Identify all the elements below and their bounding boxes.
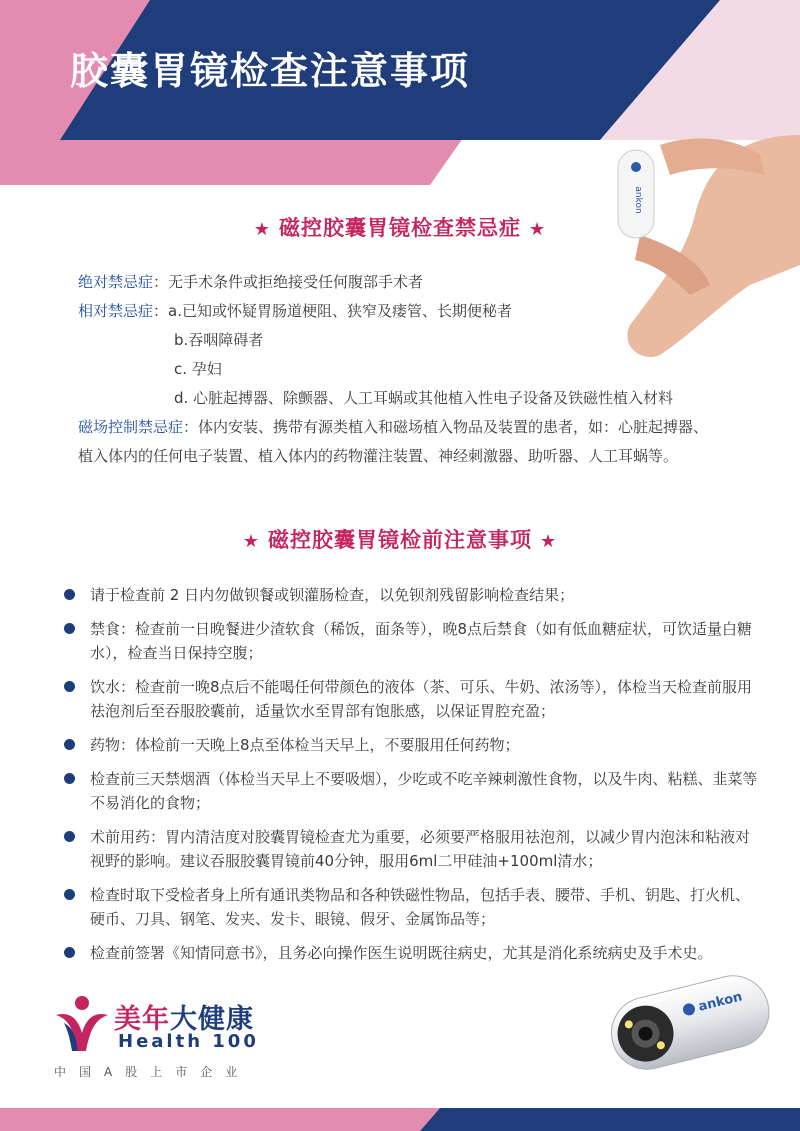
logo-tagline: 中国A股上市企业 — [54, 1065, 251, 1079]
star-icon: ★ — [540, 531, 558, 552]
bullet-icon — [64, 831, 75, 842]
bullet-icon — [64, 947, 75, 958]
list-item: 检查前签署《知情同意书》，且务必向操作医生说明既往病史，尤其是消化系统病史及手术史。 — [64, 941, 764, 965]
logo-mark-icon — [52, 993, 112, 1055]
relative-item: b.吞咽障碍者 — [174, 331, 264, 349]
bullet-icon — [64, 623, 75, 634]
list-item: 药物：体检前一天晚上8点至体检当天早上，不要服用任何药物； — [64, 733, 764, 757]
svg-text:ankon: ankon — [696, 989, 744, 1015]
contraindications-block — [78, 268, 718, 471]
bullet-icon — [64, 773, 75, 784]
capsule-product-image — [598, 962, 778, 1082]
list-item: 禁食：检查前一日晚餐进少渣软食（稀饭，面条等），晚8点后禁食（如有低血糖症状，可饮适量白糖水），检查当日保持空腹； — [64, 617, 764, 665]
contraindications-heading: ★ 磁控胶囊胃镜检查禁忌症 ★ — [253, 216, 547, 240]
list-item: 检查时取下受检者身上所有通讯类物品和各种铁磁性物品，包括手表、腰带、手机、钥匙、打火机、硬币、刀具、钢笔、发夹、发卡、眼镜、假牙、金属饰品等； — [64, 883, 764, 931]
bullet-icon — [64, 589, 75, 600]
star-icon: ★ — [529, 219, 547, 240]
magnetic-contraindication: 磁场控制禁忌症：体内安装、携带有源类植入和磁场植入物品及装置的患者，如：心脏起搏器、植入体内的任何电子装置、植入体内的药物灌注装置、神经刺激器、助听器、人工耳蜗等。 — [78, 418, 709, 465]
precautions-heading: ★ 磁控胶囊胃镜检前注意事项 ★ — [242, 528, 558, 552]
precautions-list — [64, 583, 764, 975]
absolute-contraindication: 绝对禁忌症：无手术条件或拒绝接受任何腹部手术者 — [78, 273, 424, 291]
relative-item: c. 孕妇 — [174, 360, 222, 378]
bullet-icon — [64, 889, 75, 900]
svg-text:ankon: ankon — [633, 186, 643, 214]
bullet-icon — [64, 681, 75, 692]
logo-english-name: Health 100 — [118, 1031, 259, 1052]
company-logo — [52, 993, 282, 1083]
list-item: 请于检查前 2 日内勿做钡餐或钡灌肠检查，以免钡剂残留影响检查结果； — [64, 583, 764, 607]
relative-item: d. 心脏起搏器、除颤器、人工耳蜗或其他植入性电子设备及铁磁性植入材料 — [174, 389, 674, 407]
star-icon: ★ — [242, 531, 260, 552]
bullet-icon — [64, 739, 75, 750]
list-item: 饮水：检查前一晚8点后不能喝任何带颜色的液体（茶、可乐、牛奶、浓汤等），体检当天检查前服用祛泡剂后至吞服胶囊前，适量饮水至胃部有饱胀感，以保证胃腔充盈； — [64, 675, 764, 723]
logo-chinese-name: 美年大健康 — [114, 1004, 254, 1035]
page-title: 胶囊胃镜检查注意事项 — [70, 49, 471, 93]
relative-contraindication: 相对禁忌症：a.已知或怀疑胃肠道梗阻、狭窄及瘘管、长期便秘者 — [78, 302, 512, 320]
footer-stripe — [0, 1108, 800, 1131]
list-item: 术前用药：胃内清洁度对胶囊胃镜检查尤为重要，必须要严格服用祛泡剂，以减少胃内泡沫和粘液对视野的影响。建议吞服胶囊胃镜前40分钟，服用6ml二甲硅油+100ml清水； — [64, 825, 764, 873]
list-item: 检查前三天禁烟酒（体检当天早上不要吸烟），少吃或不吃辛辣刺激性食物，以及牛肉、粘糕、韭菜等不易消化的食物； — [64, 767, 764, 815]
star-icon: ★ — [253, 219, 271, 240]
